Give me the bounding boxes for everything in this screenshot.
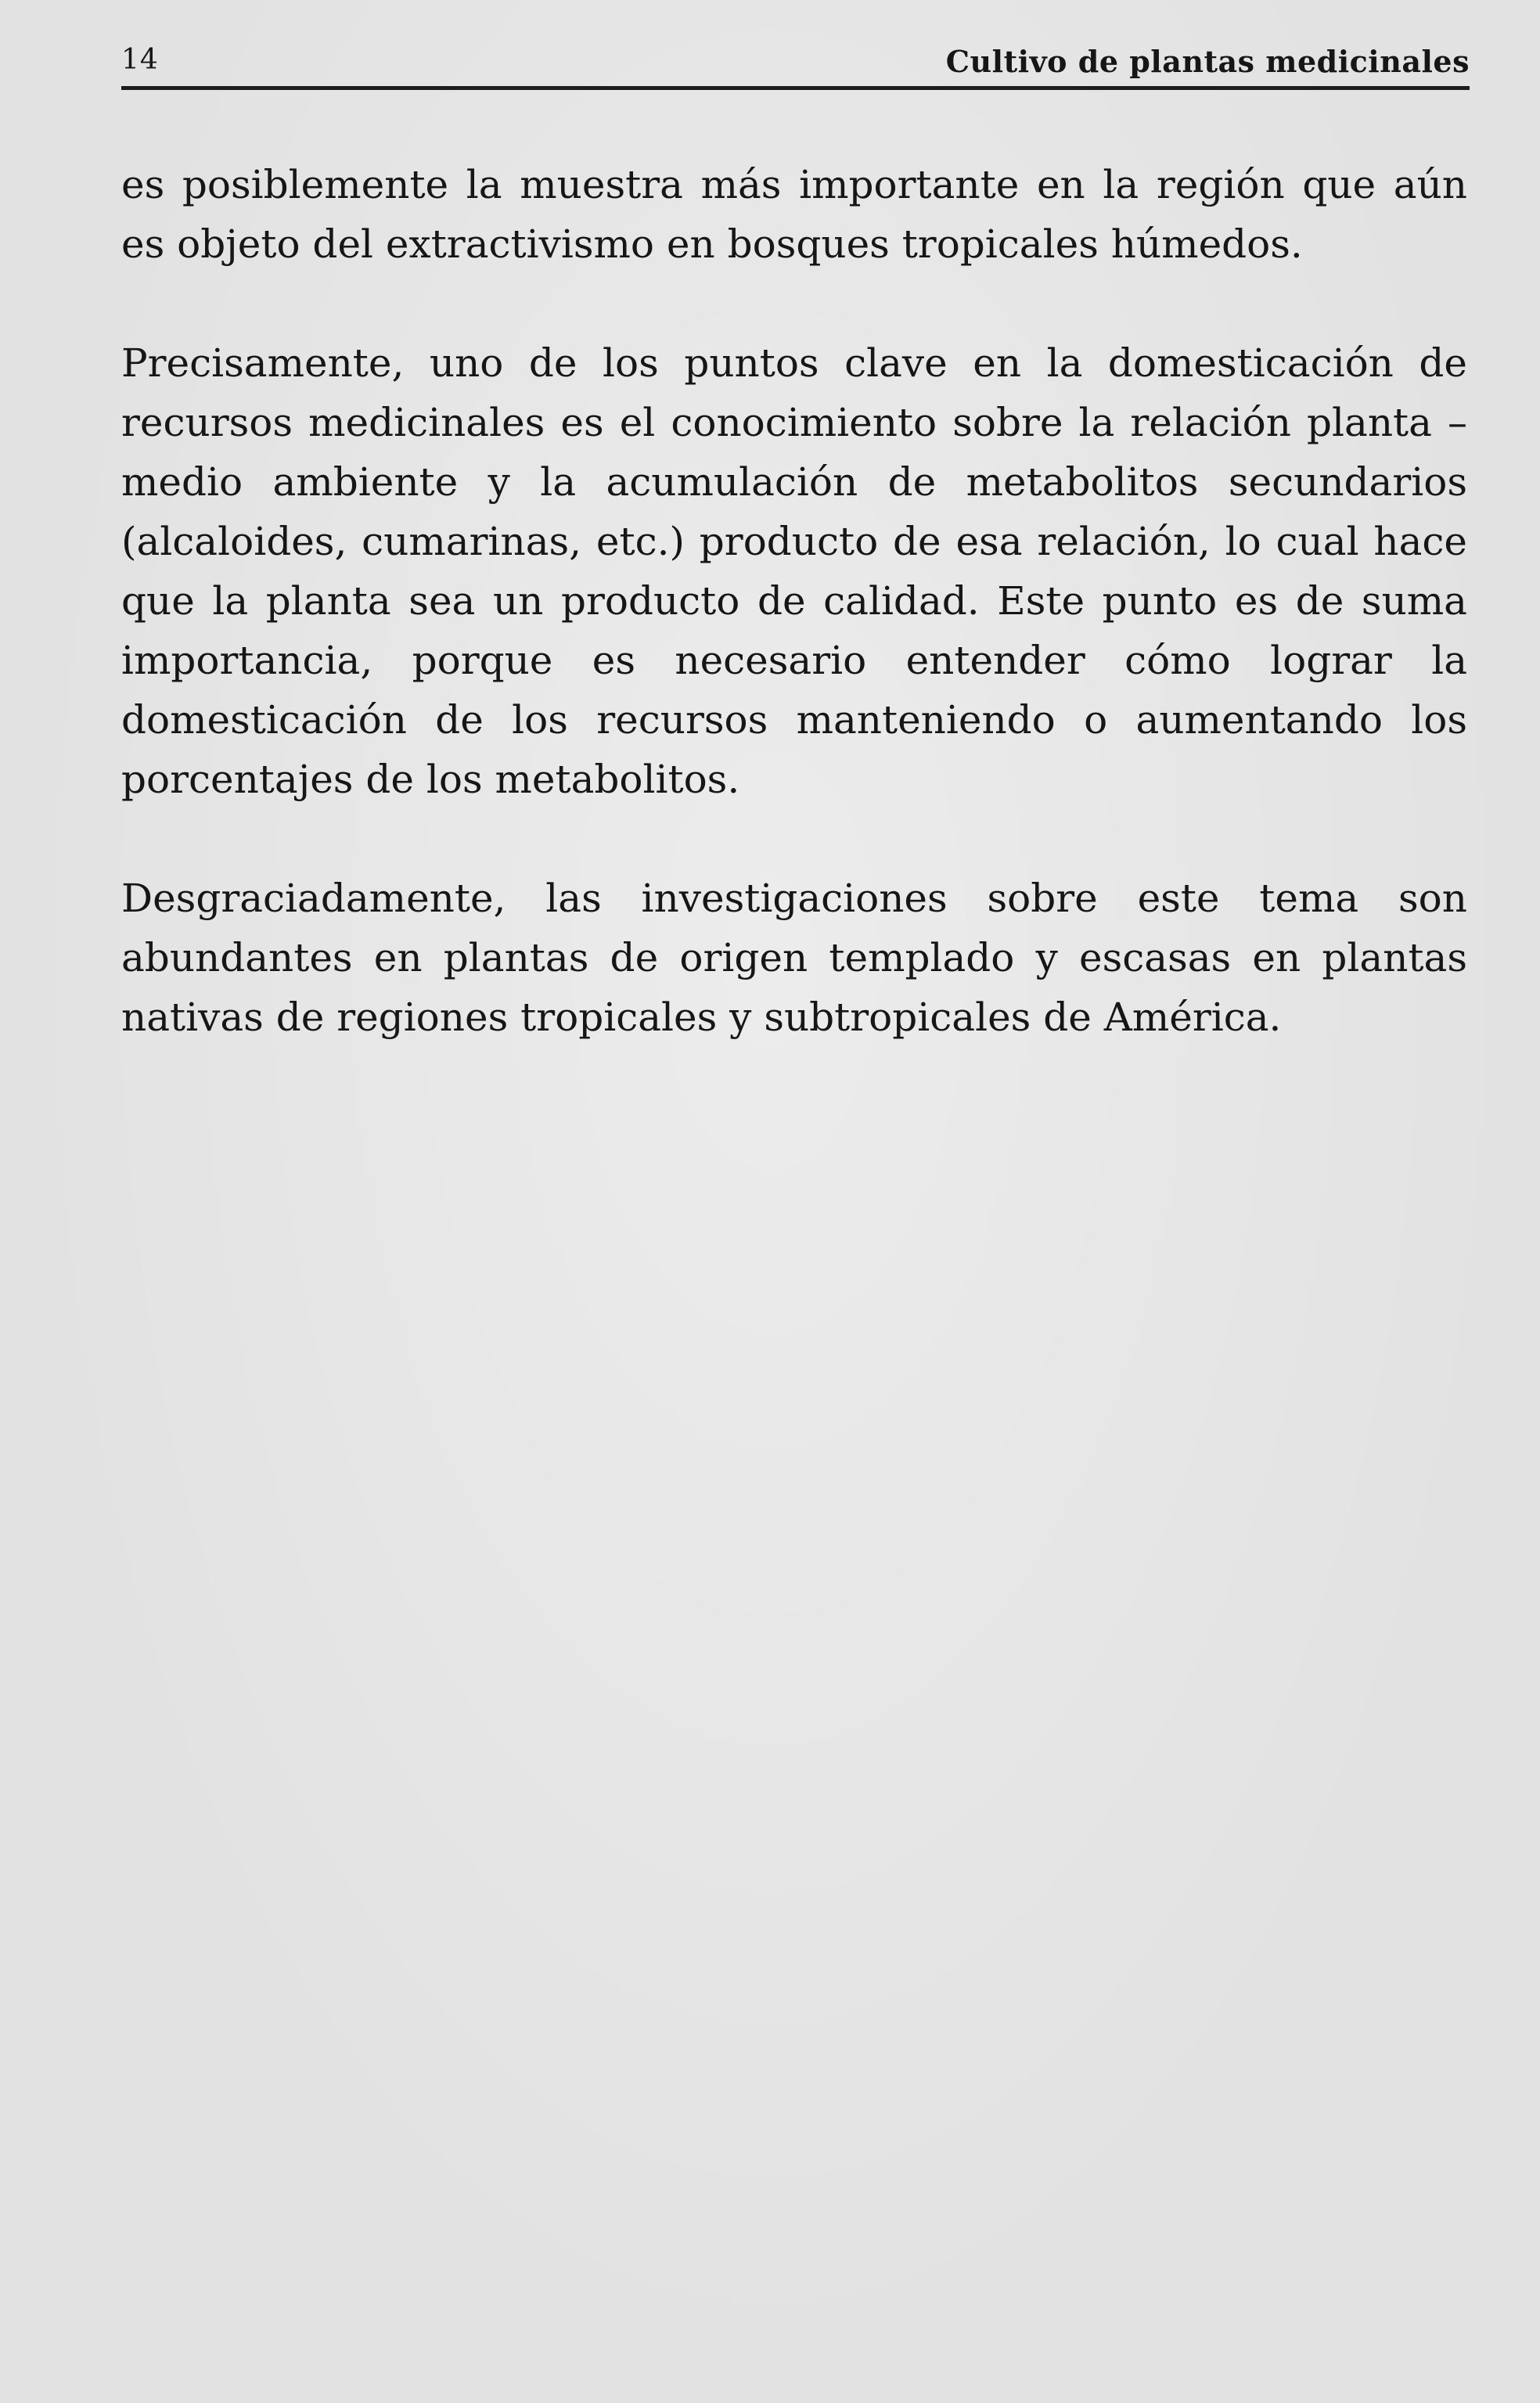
header-rule xyxy=(121,86,1470,90)
paragraph-3: Desgraciadamente, las investigaciones sobre este tema son abundantes en plantas de origen templado y escasas en plantas nativas de regiones tropicales y subtropicales de América. xyxy=(121,876,1467,1040)
paragraph-2: Precisamente, uno de los puntos clave en la domesticación de recursos medicinales es el conocimiento sobre la relación planta – medio ambiente y la acumulación de metabolitos secundarios (alcaloides, cumarinas, etc.) producto de esa relación, lo cual hace que la planta sea un producto de calidad. Este punto es de suma importancia, porque es necesario entender cómo lograr la domesticación de los recursos manteniendo o aumentando los porcentajes de los metabolitos. xyxy=(121,340,1467,802)
paragraph-1: es posiblemente la muestra más importante en la región que aún es objeto del extractivismo en bosques tropicales húmedos. xyxy=(121,162,1467,267)
page-header xyxy=(121,41,1470,85)
running-title: Cultivo de plantas medicinales xyxy=(945,44,1470,79)
page-number: 14 xyxy=(121,44,159,76)
body-text xyxy=(121,155,1467,1106)
